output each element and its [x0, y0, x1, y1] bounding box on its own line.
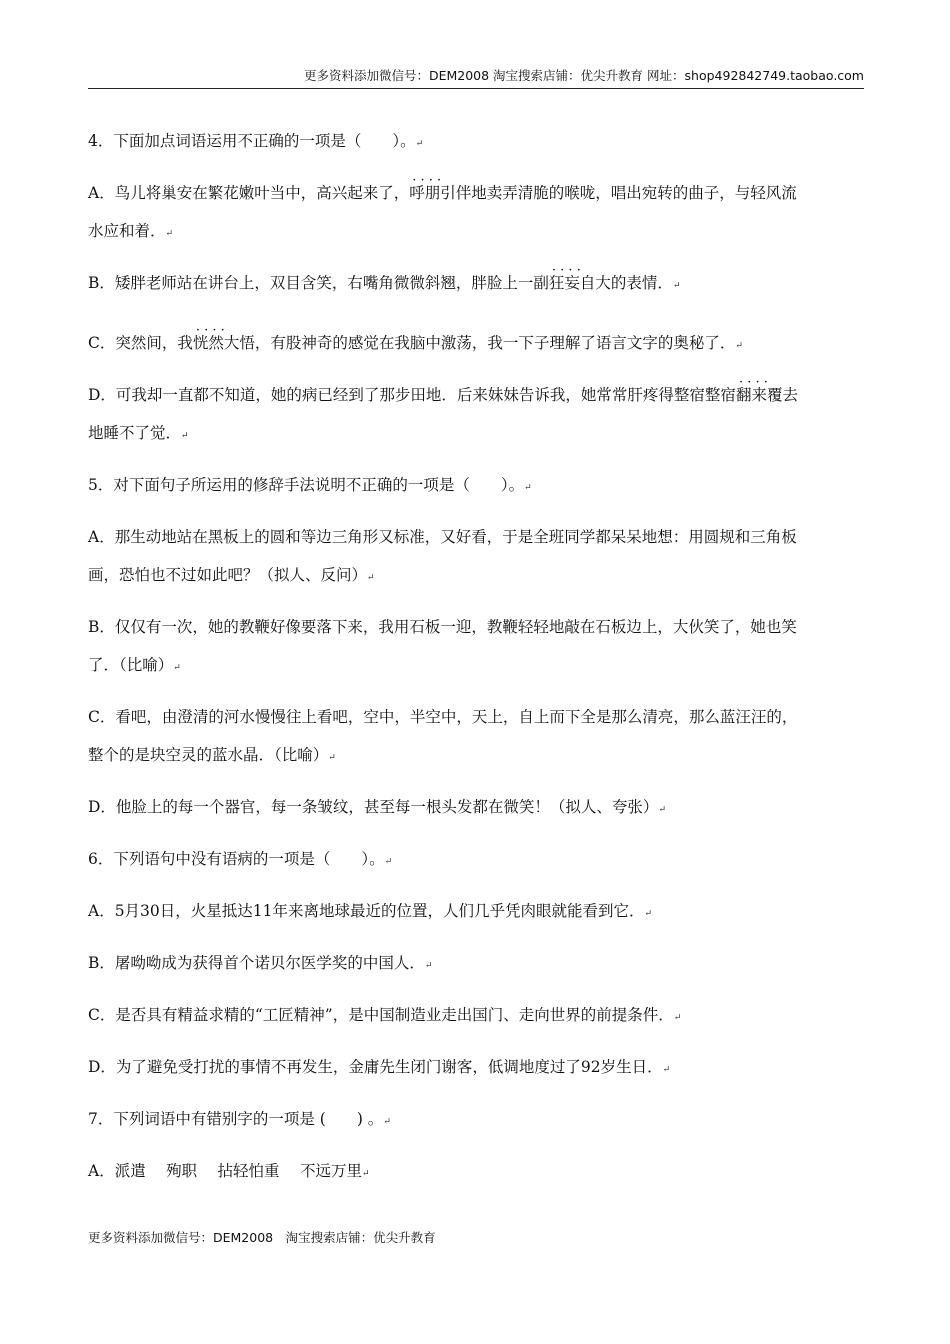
q6-option-b: B．屠呦呦成为获得首个诺贝尔医学奖的中国人．↵ — [88, 954, 433, 972]
dotted-phrase: 恍然大悟 — [192, 334, 255, 352]
q4-option-b: B．矮胖老师站在讲台上，双目含笑，右嘴角微微斜翘，胖脸上一副狂妄自大的表情．↵ — [88, 264, 858, 302]
q4-option-a-cont: 水应和着．↵ — [88, 222, 174, 240]
question-content — [88, 122, 858, 1190]
q5-option-c: C．看吧，由澄清的河水慢慢往上看吧，空中，半空中，天上，自上而下全是那么清亮，那么蓝汪汪的， — [88, 708, 798, 726]
q5-option-c-cont: 整个的是块空灵的蓝水晶．（比喻）↵ — [88, 746, 336, 764]
dotted-phrase: 呼朋引伴 — [409, 184, 472, 202]
q7-option-a: A．派遣 殉职 拈轻怕重 不远万里↵ — [88, 1162, 370, 1180]
q4-option-d: D．可我却一直都不知道，她的病已经到了那步田地．后来妹妹告诉我，她常常肝疼得整宿整宿翻来覆去 — [88, 376, 858, 414]
q5-option-a: A．那生动地站在黑板上的圆和等边三角形又标准，又好看，于是全班同学都呆呆地想：用圆规和三角板 — [88, 528, 797, 546]
q4-option-c: C．突然间，我恍然大悟，有股神奇的感觉在我脑中激荡，我一下子理解了语言文字的奥秘了．↵ — [88, 324, 858, 362]
dotted-phrase: 狂妄自大 — [548, 274, 611, 292]
q5-option-b-cont: 了．（比喻）↵ — [88, 656, 181, 674]
q5-option-b: B．仅仅有一次，她的教鞭好像要落下来，我用石板一迎，教鞭轻轻地敲在石板边上，大伙笑了，她也笑 — [88, 618, 797, 636]
header-text: 更多资料添加微信号：DEM2008 淘宝搜索店铺：优尖升教育 网址：shop492842749.taobao.com — [303, 68, 864, 83]
q6-option-c: C．是否具有精益求精的“工匠精神”，是中国制造业走出国门、走向世界的前提条件．↵ — [88, 1006, 682, 1024]
q5-option-d: D．他脸上的每一个器官，每一条皱纹，甚至每一根头发都在微笑！（拟人、夸张）↵ — [88, 798, 666, 816]
page-footer — [88, 1228, 436, 1246]
q4-option-a: A．鸟儿将巢安在繁花嫩叶当中，高兴起来了，呼朋引伴地卖弄清脆的喉咙，唱出宛转的曲子，与轻风流 — [88, 174, 858, 212]
q6-option-a: A．5月30日，火星抵达11年来离地球最近的位置，人们几乎凭肉眼就能看到它．↵ — [88, 902, 653, 920]
page-header — [88, 67, 864, 89]
footer-text: 更多资料添加微信号：DEM2008 淘宝搜索店铺：优尖升教育 — [88, 1230, 436, 1245]
question-7-stem: 7．下列词语中有错别字的一项是 ( ) 。↵ — [88, 1110, 391, 1128]
q6-option-d: D．为了避免受打扰的事情不再发生，金庸先生闭门谢客，低调地度过了92岁生日．↵ — [88, 1058, 671, 1076]
q5-option-a-cont: 画，恐怕也不过如此吧？（拟人、反问）↵ — [88, 566, 375, 584]
question-6-stem: 6．下列语句中没有语病的一项是（ ）。↵ — [88, 850, 393, 868]
question-5-stem: 5．对下面句子所运用的修辞手法说明不正确的一项是（ ）。↵ — [88, 476, 532, 494]
dotted-phrase: 翻来覆去 — [735, 386, 798, 404]
question-4-stem: 4．下面加点词语运用不正确的一项是（ ）。↵ — [88, 132, 424, 150]
q4-option-d-cont: 地睡不了觉．↵ — [88, 424, 189, 442]
